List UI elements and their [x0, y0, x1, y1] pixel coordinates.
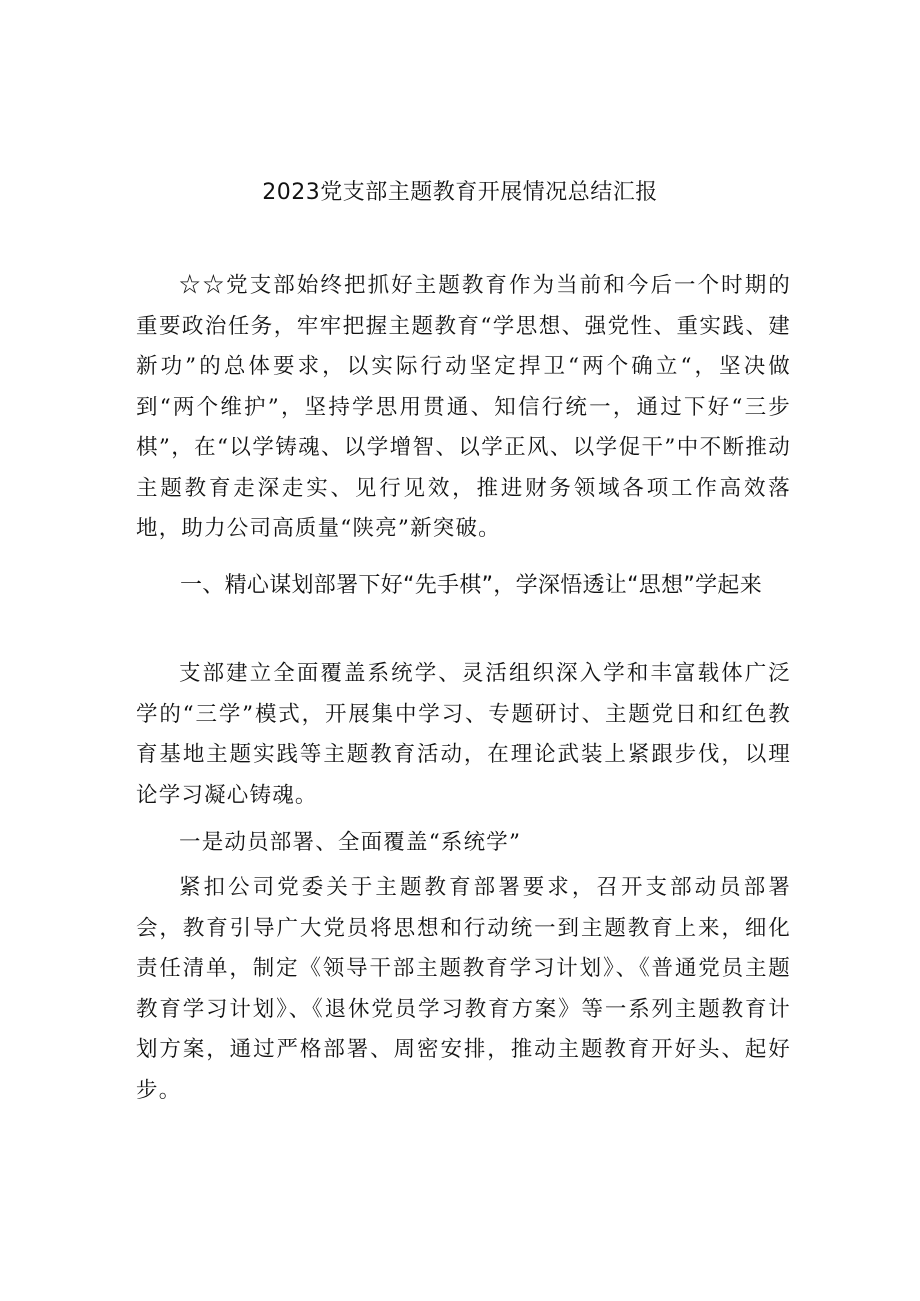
document-title: 2023党支部主题教育开展情况总结汇报	[262, 180, 658, 205]
section-1-paragraph: 支部建立全面覆盖系统学、灵活组织深入学和丰富载体广泛学的“三学”模式，开展集中学习、专题研讨、主题党日和红色教育基地主题实践等主题教育活动，在理论武装上紧跟步伐，以理论学习凝心铸魂。	[136, 661, 791, 808]
subsection-1-paragraph: 紧扣公司党委关于主题教育部署要求，召开支部动员部署会，教育引导广大党员将思想和行动统一到主题教育上来，细化责任清单，制定《领导干部主题教育学习计划》、《普通党员主题教育学习计划》、《退休党员学习教育方案》等一系列主题教育计划方案，通过严格部署、周密安排，推动主题教育开好头、起好步。	[136, 875, 791, 1103]
intro-paragraph: ☆☆党支部始终把抓好主题教育作为当前和今后一个时期的重要政治任务，牢牢把握主题教育“学思想、强党性、重实践、建新功”的总体要求，以实际行动坚定捍卫“两个确立“，坚决做到“两个维护”，坚持学思用贯通、知信行统一，通过下好“三步棋”，在“以学铸魂、以学增智、以学正风、以学促干”中不断推动主题教育走深走实、见行见效，推进财务领域各项工作高效落地，助力公司高质量“陕亮”新突破。	[136, 273, 791, 541]
section-1-heading: 一、精心谋划部署下好“先手棋”，学深悟透让“思想”学起来	[180, 573, 762, 598]
subsection-1-heading: 一是动员部署、全面覆盖“系统学”	[179, 830, 522, 855]
